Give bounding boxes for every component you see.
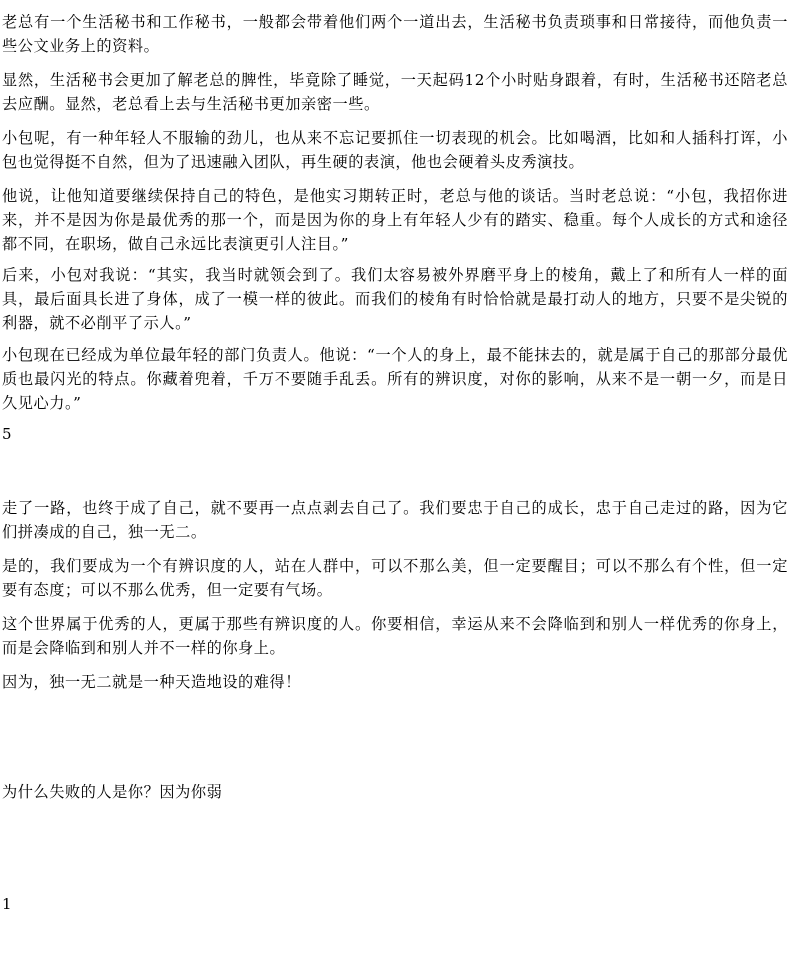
- paragraph-secretaries: 老总有一个生活秘书和工作秘书，一般都会带着他们两个一道出去，生活秘书负责琐事和日常接待，而他负责一些公文业务上的资料。: [2, 13, 788, 55]
- paragraph-xiaobao-effort: 小包呢，有一种年轻人不服输的劲儿，也从来不忘记要抓住一切表现的机会。比如喝酒，比如和人插科打诨，小包也觉得挺不自然，但为了迅速融入团队，再生硬的表演，他也会硬着头皮秀演技。: [2, 129, 788, 171]
- paragraph-xiaobao-reflection: 后来，小包对我说：“其实，我当时就领会到了。我们太容易被外界磨平身上的棱角，戴上了和所有人一样的面具，最后面具长进了身体，成了一模一样的彼此。而我们的棱角有时恰恰就是最打动人的地方，只要不是尖锐的利器，就不必削平了示人。”: [2, 266, 788, 332]
- paragraph-unique: 因为，独一无二就是一种天造地设的难得！: [2, 673, 302, 691]
- next-article-title: 为什么失败的人是你？因为你弱: [2, 783, 223, 801]
- paragraph-boss-talk: 他说，让他知道要继续保持自己的特色，是他实习期转正时，老总与他的谈话。当时老总说：“小包，我招你进来，并不是因为你是最优秀的那一个，而是因为你的身上有年轻人少有的踏实、稳重。每个人成长的方式和途径都不同，在职场，做自己永远比表演更引人注目。”: [2, 187, 788, 253]
- paragraph-recognizable: 是的，我们要成为一个有辨识度的人，站在人群中，可以不那么美，但一定要醒目；可以不那么有个性，但一定要有态度；可以不那么优秀，但一定要有气场。: [2, 557, 788, 599]
- footer-page-number: 1: [2, 895, 12, 913]
- paragraph-be-yourself: 走了一路，也终于成了自己，就不要再一点点剥去自己了。我们要忠于自己的成长，忠于自己走过的路，因为它们拼凑成的自己，独一无二。: [2, 499, 788, 541]
- paragraph-department-head: 小包现在已经成为单位最年轻的部门负责人。他说：“一个人的身上，最不能抹去的，就是属于自己的那部分最优质也最闪光的特点。你藏着兜着，千万不要随手乱丢。所有的辨识度，对你的影响，从来不是一朝一夕，而是日久见心力。”: [2, 346, 788, 412]
- paragraph-world-belongs: 这个世界属于优秀的人，更属于那些有辨识度的人。你要相信，幸运从来不会降临到和别人一样优秀的你身上，而是会降临到和别人并不一样的你身上。: [2, 615, 788, 657]
- page-number: 5: [2, 425, 12, 443]
- paragraph-life-secretary: 显然，生活秘书会更加了解老总的脾性，毕竟除了睡觉，一天起码12个小时贴身跟着，有时，生活秘书还陪老总去应酬。显然，老总看上去与生活秘书更加亲密一些。: [2, 71, 788, 113]
